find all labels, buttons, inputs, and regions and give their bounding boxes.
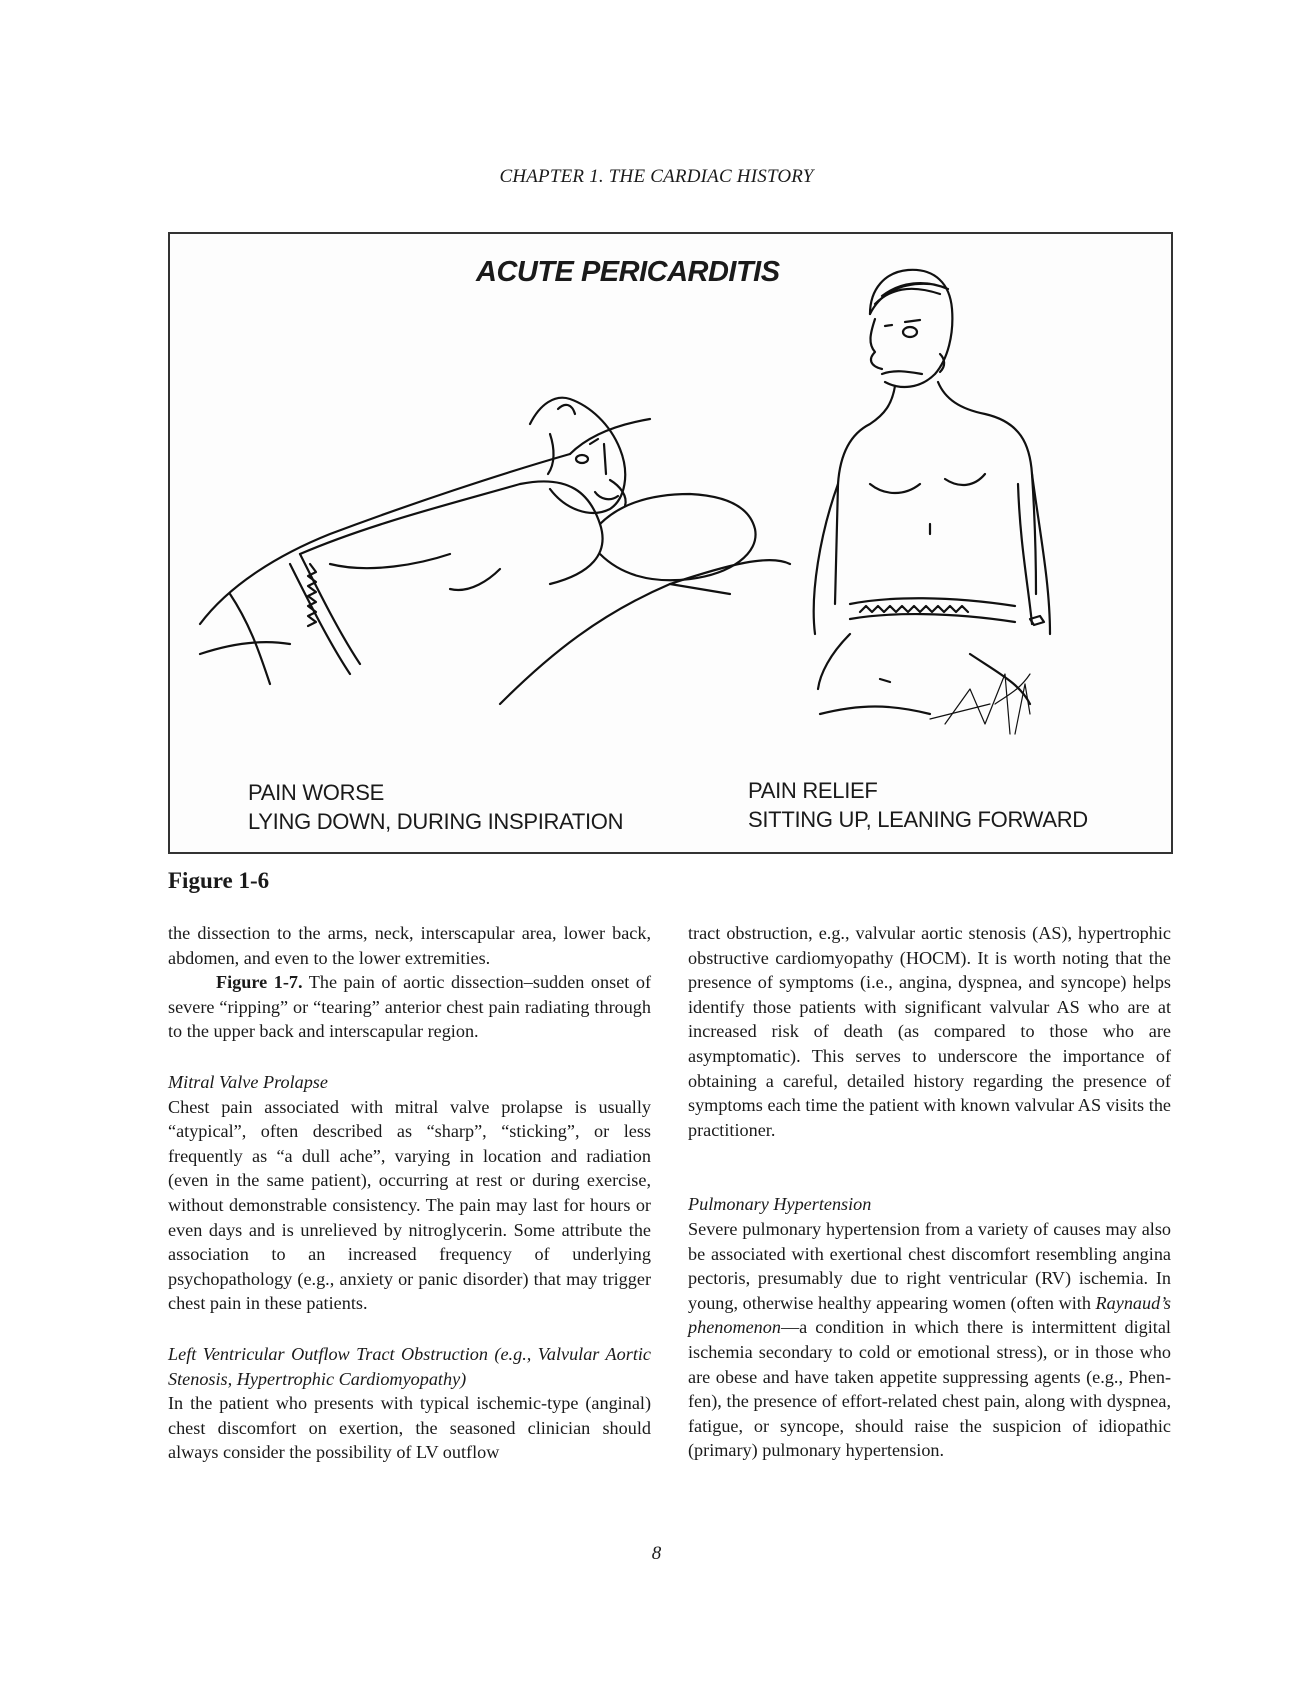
section-heading-pulmonary-hypertension: Pulmonary Hypertension	[688, 1194, 872, 1215]
pericarditis-illustration	[170, 234, 1171, 852]
paragraph: In the patient who presents with typical ischemic-type (anginal) chest discomfort on exertion, the seasoned clinician should always consider the possibility of LV outflow	[168, 1393, 651, 1463]
page-number: 8	[651, 1543, 662, 1564]
caption-line: SITTING UP, LEANING FORWARD	[748, 807, 1088, 832]
section-heading-lvot: Left Ventricular Outflow Tract Obstruction (e.g., Valvular Aortic Stenosis, Hypertrophic Cardiomyopathy)	[168, 1343, 651, 1389]
caption-line: LYING DOWN, DURING INSPIRATION	[248, 809, 624, 834]
paragraph: Chest pain associated with mitral valve prolapse is usually “atypical”, often described as “sharp”, “sticking”, or less frequently as “a dull ache”, varying in location and radiation (even in the same patient), occurring at rest or during exercise, without demonstrable consistency. The pain may last for hours or even days and is unrelieved by nitroglycerin. Some attribute the association to an increased frequency of underlying psychopathology (e.g., anxiety or panic disorder) that may trigger chest pain in these patients.	[168, 1096, 651, 1314]
paragraph: tract obstruction, e.g., valvular aortic stenosis (AS), hypertrophic obstructive cardiomyopathy (HOCM). It is worth noting that the presence of symptoms (i.e., angina, dyspnea, and syncope) helps identify those patients with significant valvular AS who are at increased risk of death (as compared to those who are asymptomatic). This serves to underscore the importance of obtaining a careful, detailed history regarding the presence of symptoms each time the patient with known valvular AS visits the practitioner.	[688, 923, 1171, 1140]
section-heading-mvp: Mitral Valve Prolapse	[168, 1071, 328, 1092]
caption-line: PAIN RELIEF	[748, 778, 878, 803]
paragraph: the dissection to the arms, neck, interscapular area, lower back, abdomen, and even to the lower extremities.	[168, 923, 651, 968]
figure-label: Figure 1-6	[168, 868, 270, 893]
figure-ref: Figure 1-7.	[216, 972, 303, 993]
left-column	[168, 921, 651, 1465]
italic-term: Raynaud’s phenomenon	[688, 1292, 1171, 1338]
figure-1-6	[168, 232, 1173, 854]
figure-caption-pain-relief	[748, 776, 1088, 834]
right-column	[688, 921, 1171, 1463]
paragraph-text: —a condition in which there is intermittent digital ischemia secondary to cold or emotional stress), or in those who are obese and have taken appetite suppressing agents (e.g., Phen-fen), the presence of effort-related chest pain, along with dyspnea, fatigue, or syncope, should raise the suspicion of idiopathic (primary) pulmonary hypertension.	[688, 1317, 1171, 1461]
paragraph-text: Severe pulmonary hypertension from a variety of causes may also be associated with exertional chest discomfort resembling angina pectoris, presumably due to right ventricular (RV) ischemia. In young, otherwise healthy appearing women (often with	[688, 1218, 1171, 1313]
paragraph	[688, 1217, 1171, 1463]
running-head: CHAPTER 1. THE CARDIAC HISTORY	[499, 166, 814, 187]
caption-line: PAIN WORSE	[248, 780, 384, 805]
paragraph-text: The pain of aortic dissection–sudden onset of severe “ripping” or “tearing” anterior chest pain radiating through to the upper back and interscapular region.	[168, 972, 652, 1042]
figure-1-7-paragraph	[168, 970, 651, 1044]
figure-title: ACUTE PERICARDITIS	[476, 256, 780, 288]
figure-caption-pain-worse	[248, 778, 623, 836]
